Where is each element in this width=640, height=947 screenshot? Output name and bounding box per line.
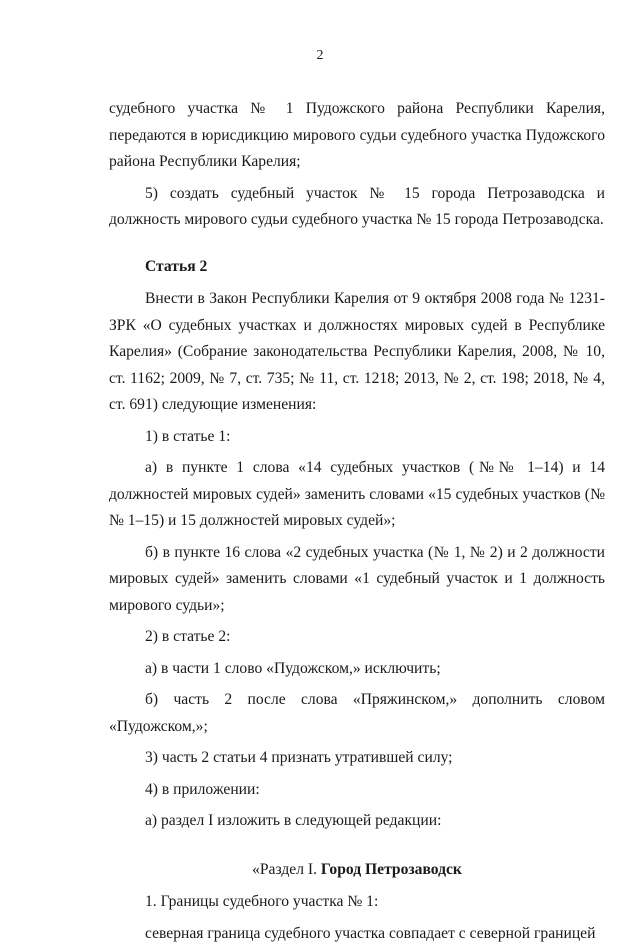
paragraph-item-a-2: а) в части 1 слово «Пудожском,» исключить; [109,656,605,683]
section-title: Город Петрозаводск [321,861,462,878]
page-number: 2 [0,48,640,64]
paragraph-item-b: б) в пункте 16 слова «2 судебных участка (№ 1, № 2) и 2 должности мировых судей» заменить словами «1 судебный участок и 1 должность мирового судьи»; [109,540,605,620]
document-body [109,96,605,947]
paragraph-item-a: а) в пункте 1 слова «14 судебных участков (№№ 1–14) и 14 должностей мировых судей» заменить словами «15 судебных участков (№№ 1–15) и 15 должностей мировых судей»; [109,455,605,535]
paragraph-northern-boundary: северная граница судебного участка совпадает с северной границей [109,921,605,947]
paragraph-continuation: судебного участка № 1 Пудожского района Республики Карелия, передаются в юрисдикцию мирового судьи судебного участка Пудожского района Республики Карелия; [109,96,605,176]
article-heading: Статья 2 [109,254,605,281]
paragraph-item-a-3: а) раздел I изложить в следующей редакции: [109,808,605,835]
paragraph-article-1: 1) в статье 1: [109,424,605,451]
section-prefix: «Раздел I. [252,861,321,878]
paragraph-item-4: 4) в приложении: [109,777,605,804]
paragraph-boundaries: 1. Границы судебного участка № 1: [109,889,605,916]
paragraph-article-2: 2) в статье 2: [109,624,605,651]
paragraph-item-5: 5) создать судебный участок № 15 города Петрозаводска и должность мирового судьи судебного участка № 15 города Петрозаводска. [109,181,605,234]
paragraph-item-b-2: б) часть 2 после слова «Пряжинском,» дополнить словом «Пудожском,»; [109,687,605,740]
paragraph-item-3: 3) часть 2 статьи 4 признать утратившей силу; [109,745,605,772]
section-heading [109,857,605,884]
paragraph-amendment-intro: Внести в Закон Республики Карелия от 9 октября 2008 года № 1231-ЗРК «О судебных участках и должностях мировых судей в Республике Карелия» (Собрание законодательства Республики Карелия, 2008, № 10, ст. 1162; 2009, № 7, ст. 735; № 11, ст. 1218; 2013, № 2, ст. 198; 2018, № 4, ст. 691) следующие изменения: [109,286,605,419]
